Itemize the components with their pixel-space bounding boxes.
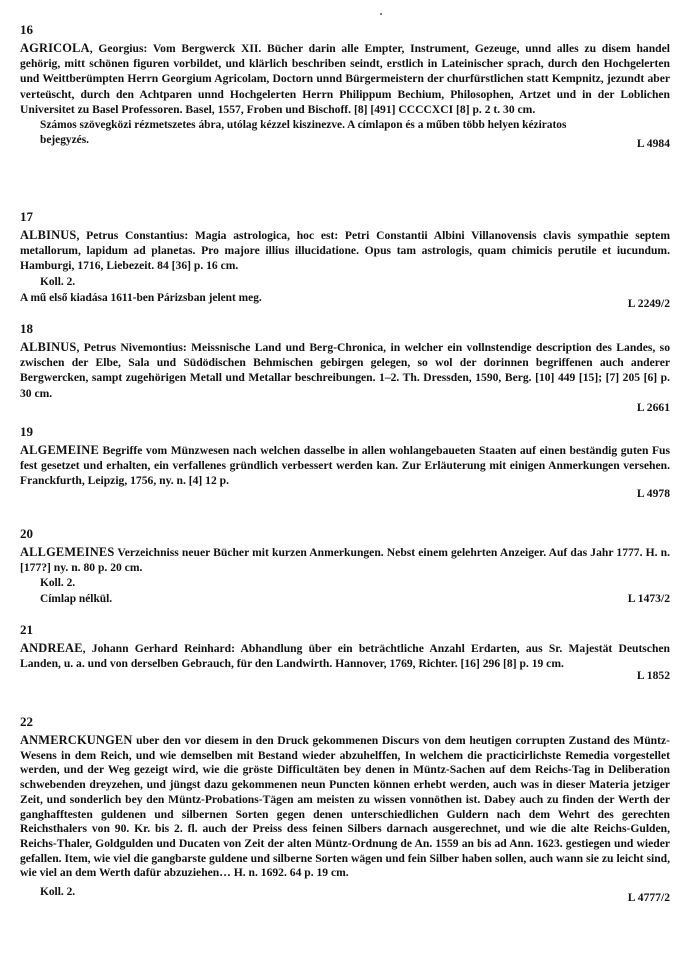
entry-text: , Georgius: Vom Bergwerck XII. Bücher darin alle Empter, Instrument, Gezeuge, unnd alles zu disem handel gehörig, mitt schönen figuren vorbildet, und klärlich beschriben seindt, erstlich in Lateinischer sprach, durch den Hochgelerten und Weittberümpten Herrn Georgium Agricolam, Doctorn unnd Bürgermeistern der churfürstlichen statt Kempnitz, jezundt aber verteüscht, durch den Achtparen unnd Hochgelerten Herrn Philippum Bechium, Philosophen, Artzet und in der Loblichen Universitet zu Basel Professoren. Basel, 1557, Froben und Bischoff. [8] [491] CCCCXCI [8] p. 2 t. 30 cm. [20, 42, 670, 116]
entry-text: , Johann Gerhard Reinhard: Abhandlung über ein beträchtliche Anzahl Erdarten, aus Sr. Majestät Deutschen Landen, u. a. und von derselben Gebrauch, für den Landwirth. Hannover, 1769, Richter. [16] 296 [8] p. 19 cm. [20, 642, 670, 671]
entry-note: Számos szövegközi rézmetszetes ábra, utólag kézzel kiszinezve. A címlapon és a műben több helyen kéziratos bejegyzés. [40, 119, 567, 147]
entry-description [20, 228, 670, 274]
entry-description [20, 340, 670, 401]
entry-notes [20, 576, 670, 607]
entry-number: 18 [20, 321, 33, 336]
entry-heading: AGRICOLA [20, 41, 90, 55]
entry-number: 16 [20, 22, 33, 37]
catalog-entry-18 [20, 321, 670, 414]
entry-heading: ANDREAE [20, 641, 83, 655]
entry-notes [20, 275, 670, 310]
shelf-signature: L 4984 [636, 137, 670, 151]
entry-heading: ALBINUS [20, 340, 77, 354]
catalog-entry-20 [20, 526, 670, 607]
entry-description [20, 41, 670, 117]
shelf-signature: L 2661 [636, 400, 670, 414]
shelf-signature: L 4777/2 [627, 891, 670, 905]
entry-text: uber den vor diesem in den Druck gekommenen Discurs von dem heutigen corrupten Zustand des Müntz-Wesens in dem Reich, und wie demselben mit Bestand wieder abzuhelffen, In welchem die practicirlichste Remedia vorgestellet werden, und der Weg gezeigt wird, wie die gröste Difficultäten bey denen in Müntz-Sachen auf dem Reichs-Tag in Deliberation schwebenden dreyzehen, und jüngst dazu gekommenen neun Puncten können erhebt werden, auch was in dieser Materia jetziger Zeit, und sonderlich bey den Müntz-Probations-Tägen am meisten zu wissen vonnöthen ist. Dabey auch zu finden der Werth der ganghafftesten guldenen und silbernen Sorten gegen denen unterschiedlichen Guldern nach dem Wehrt des gerechten Reichsthalers von 90. Kr. bis 2. fl. auch der Preiss dess feinen Silbers darnach ausgerechnet, und wie die alte Reichs-Gulden, Reichs-Thaler, Goldgulden und Ducaten von Zeit der alten Müntz-Ordnung de An. 1559 an bis ad Ann. 1623. gestiegen und wieder gefallen. Item, wie viel die gangbarste guldene und silberne Sorten wägen und fein Silber haben sollen, auch wann sie zu leicht sind, wie viel an dem Werth dafür abzuziehen… H. n. 1692. 64 p. 19 cm. [20, 734, 670, 880]
entry-note: A mű első kiadása 1611-ben Párizsban jelent meg. [20, 291, 262, 304]
entry-text: , Petrus Constantius: Magia astrologica, hoc est: Petri Constantii Albini Villanovensis clavis sympathie septem metallorum, lapidum ad planetas. Pro majore illius illucidatione. Opus tam astrologis, quam chimicis perutile et iucundum. Hamburgi, 1716, Liebezeit. 84 [36] p. 16 cm. [20, 229, 670, 273]
shelf-signature: L 4978 [636, 486, 670, 500]
catalog-entry-21 [20, 622, 670, 683]
entry-koll: Koll. 2. [40, 275, 76, 288]
catalog-entry-22 [20, 714, 670, 905]
entry-notes [20, 118, 670, 151]
entry-description [20, 545, 670, 575]
entry-description [20, 641, 670, 671]
entry-heading: ALBINUS [20, 228, 77, 242]
entry-notes [20, 885, 670, 905]
catalog-entry-16 [20, 22, 670, 151]
shelf-signature: L 2249/2 [627, 296, 670, 310]
entry-number: 22 [20, 714, 33, 729]
catalog-entry-17 [20, 209, 670, 310]
entry-koll: Koll. 2. [40, 886, 76, 899]
entry-heading: ALGEMEINE [20, 443, 99, 457]
print-speck [380, 13, 382, 15]
entry-number: 19 [20, 424, 33, 439]
entry-koll: Koll. 2. [40, 577, 76, 590]
entry-text: , Petrus Nivemontius: Meissnische Land und Berg-Chronica, in welcher ein vollnstendige description des Landes, so zwischen der Elbe, Sala und Südödischen Behmischen gebirgen gelegen, so wol der dorinnen begriffenen auch anderer Bergwercken, sampt zugehörigen Metall und Metallar beschreibungen. 1–2. Th. Dressden, 1590, Berg. [10] 449 [15]; [7] 205 [6] p. 30 cm. [20, 341, 670, 400]
entry-heading: ALLGEMEINES [20, 545, 115, 559]
entry-heading: ANMERCKUNGEN [20, 733, 133, 747]
entry-text: Begriffe vom Münzwesen nach welchen dasselbe in allen wohlangebaueten Staaten auf einen beständig guten Fus fest gesetzet und erhalten, ein verfallenes gründlich verbessert werden kan. Zur Erläuterung mit einigen Anmerkungen versehen. Franckfurth, Leipzig, 1756, ny. n. [4] 12 p. [20, 444, 670, 488]
entry-number: 21 [20, 622, 33, 637]
shelf-signature: L 1852 [636, 669, 670, 683]
entry-text: Verzeichniss neuer Bücher mit kurzen Anmerkungen. Nebst einem gelehrten Anzeiger. Auf das Jahr 1777. H. n. [177?] ny. n. 80 p. 20 cm. [20, 546, 670, 575]
entry-description [20, 733, 670, 881]
entry-number: 20 [20, 526, 33, 541]
entry-note: Címlap nélkül. [40, 593, 113, 606]
catalog-entry-19 [20, 424, 670, 500]
shelf-signature: L 1473/2 [627, 592, 670, 606]
entry-description [20, 443, 670, 489]
entry-number: 17 [20, 209, 33, 224]
